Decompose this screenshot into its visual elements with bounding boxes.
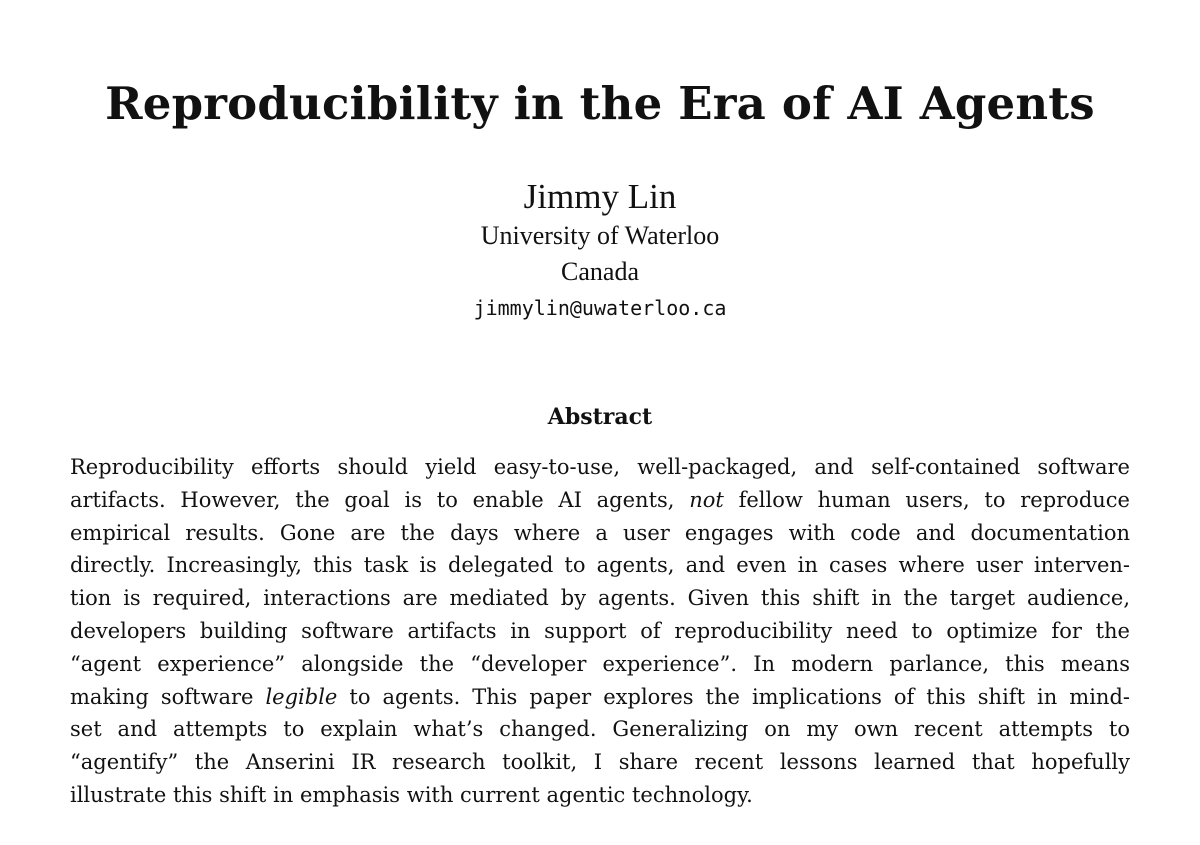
- abstract-text: empirical results. Gone are the days where a user engages with code and documentation: [70, 520, 1130, 545]
- abstract-line: [70, 615, 1130, 648]
- abstract-text: artifacts. However, the goal is to enable AI agents,: [70, 487, 690, 512]
- abstract-line: [70, 484, 1130, 517]
- author-name: Jimmy Lin: [523, 177, 677, 216]
- author-email: jimmylin@uwaterloo.ca: [473, 296, 727, 320]
- abstract-text: illustrate this shift in emphasis with current agentic technology.: [70, 782, 753, 807]
- abstract-line: [70, 746, 1130, 779]
- abstract-text: directly. Increasingly, this task is delegated to agents, and even in cases where user interven-: [70, 553, 1130, 578]
- author-block: [0, 176, 1200, 324]
- abstract-text: fellow human users, to reproduce: [723, 487, 1130, 512]
- abstract-line: [70, 713, 1130, 746]
- abstract-text: “agent experience” alongside the “developer experience”. In modern parlance, this means: [70, 651, 1130, 676]
- abstract-text: Reproducibility efforts should yield easy-to-use, well-packaged, and self-contained software: [70, 455, 1130, 479]
- abstract-line: [70, 582, 1130, 615]
- abstract-body: [70, 451, 1130, 812]
- author-country: Canada: [561, 257, 639, 286]
- abstract-line: [70, 779, 1130, 812]
- abstract-emphasis: not: [689, 487, 724, 512]
- abstract-text: making software: [70, 684, 266, 709]
- abstract-line: [70, 517, 1130, 550]
- abstract-emphasis: legible: [265, 684, 338, 709]
- abstract-line: [70, 681, 1130, 714]
- abstract-text: developers building software artifacts in support of reproducibility need to optimize for the: [70, 618, 1130, 643]
- abstract-line: [70, 648, 1130, 681]
- author-affiliation: University of Waterloo: [480, 221, 720, 250]
- abstract-line: [70, 549, 1130, 582]
- abstract-line: [70, 451, 1130, 484]
- abstract-text: to agents. This paper explores the implications of this shift in mind-: [337, 684, 1130, 709]
- abstract-heading: Abstract: [547, 404, 653, 430]
- paper-title: Reproducibility in the Era of AI Agents: [105, 77, 1095, 130]
- abstract-text: tion is required, interactions are mediated by agents. Given this shift in the target audience,: [70, 586, 1130, 611]
- abstract-text: set and attempts to explain what’s changed. Generalizing on my own recent attempts to: [70, 717, 1130, 742]
- abstract-text: “agentify” the Anserini IR research toolkit, I share recent lessons learned that hopefully: [70, 750, 1130, 775]
